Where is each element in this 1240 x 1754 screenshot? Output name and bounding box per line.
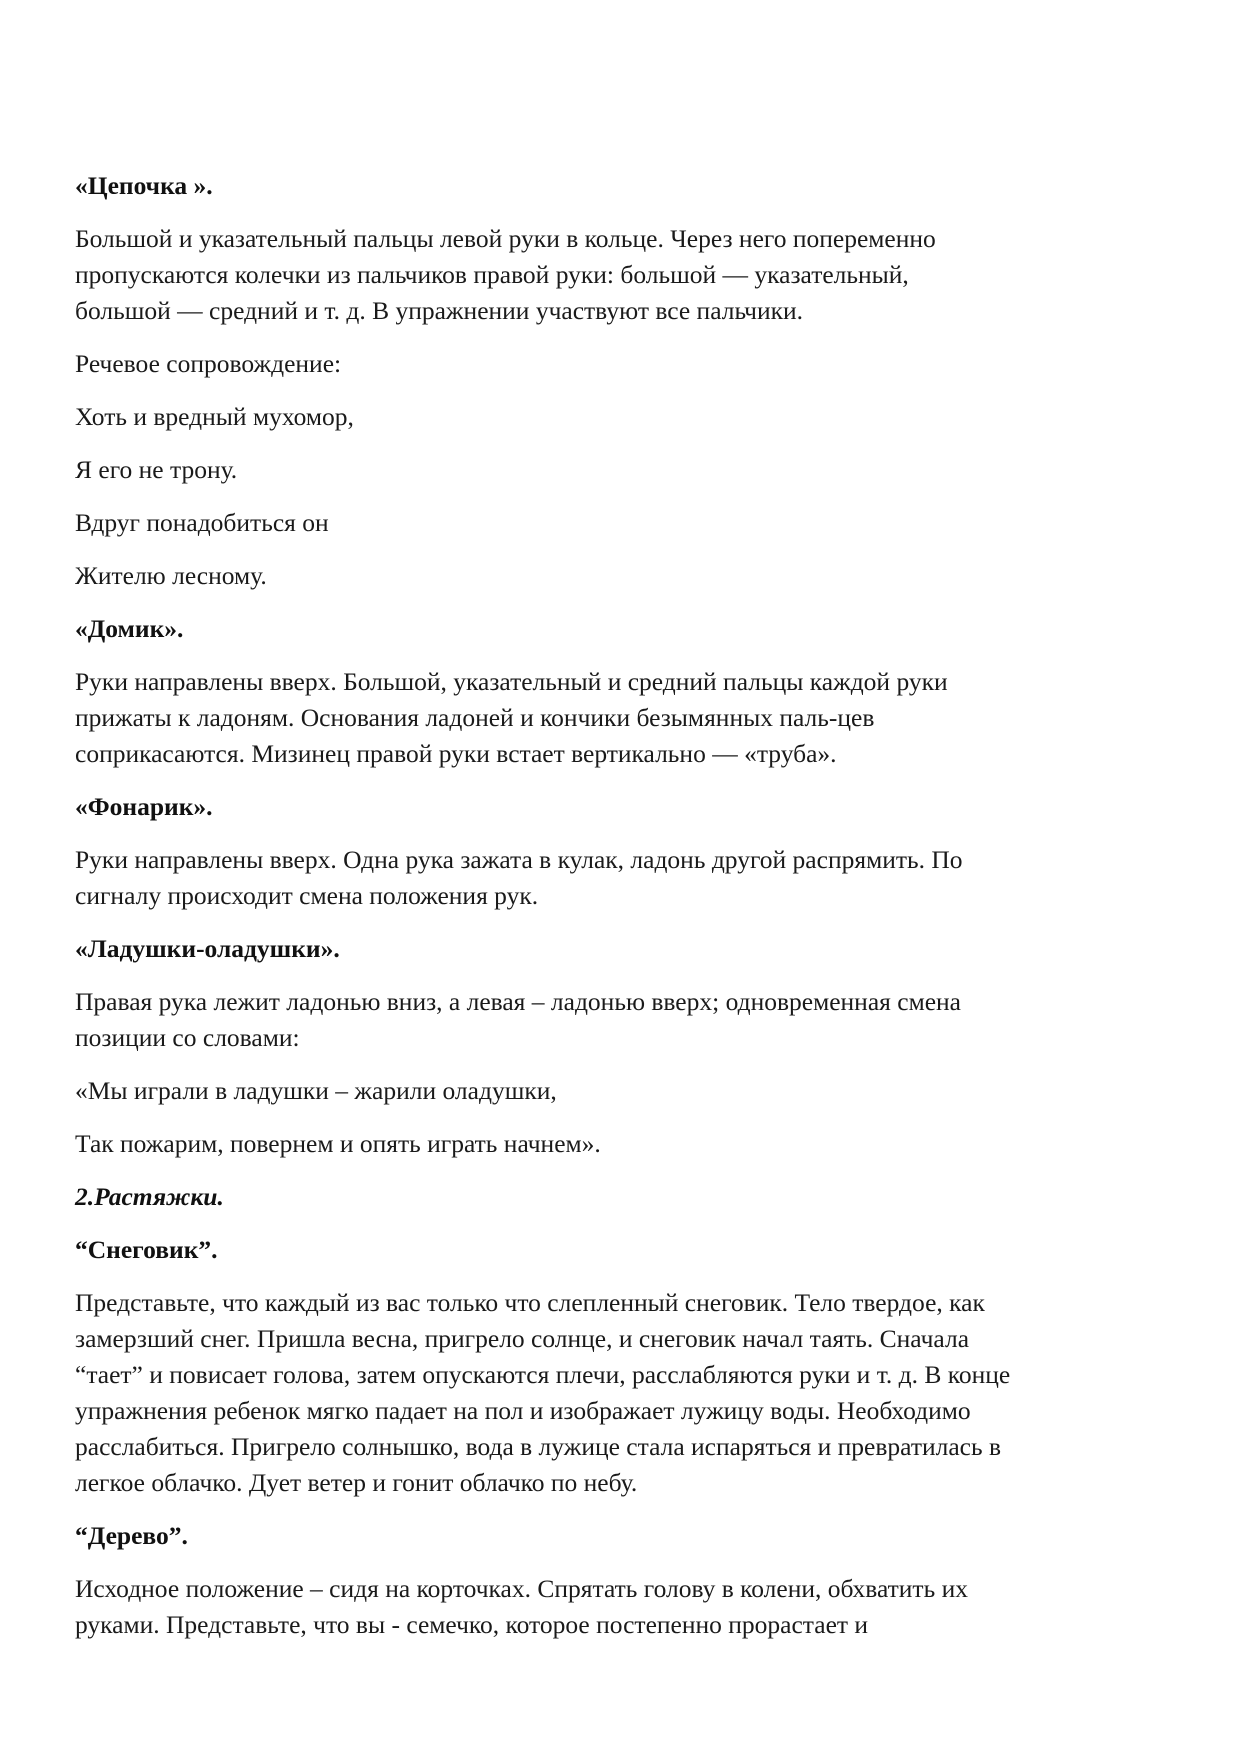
- paragraph: [75, 558, 1165, 594]
- text-line: Правая рука лежит ладонью вниз, а левая – ладонью вверх; одновременная смена: [75, 987, 961, 1016]
- paragraph: [75, 842, 1165, 914]
- paragraph: [75, 664, 1165, 772]
- text-line: Я его не трону.: [75, 455, 238, 484]
- section-subtitle: 2.Растяжки.: [75, 1182, 224, 1211]
- text-line: Руки направлены вверх. Одна рука зажата в кулак, ладонь другой распрямить. По: [75, 845, 963, 874]
- paragraph: [75, 221, 1165, 329]
- paragraph: [75, 1285, 1165, 1501]
- text-line: Хоть и вредный мухомор,: [75, 402, 354, 431]
- text-line: Жителю лесному.: [75, 561, 267, 590]
- text-line: «Мы играли в ладушки – жарили оладушки,: [75, 1076, 557, 1105]
- text-line: легкое облачко. Дует ветер и гонит облачко по небу.: [75, 1468, 638, 1497]
- text-line: Большой и указательный пальцы левой руки в кольце. Через него попеременно: [75, 224, 936, 253]
- text-line: пропускаются колечки из пальчиков правой руки: большой — указательный,: [75, 260, 909, 289]
- text-line: Руки направлены вверх. Большой, указательный и средний пальцы каждой руки: [75, 667, 948, 696]
- section-heading: “Снеговик”.: [75, 1235, 218, 1264]
- text-line: позиции со словами:: [75, 1023, 300, 1052]
- text-line: Вдруг понадобиться он: [75, 508, 329, 537]
- section-heading: «Цепочка ».: [75, 171, 213, 200]
- paragraph: [75, 399, 1165, 435]
- paragraph: [75, 1073, 1165, 1109]
- text-line: Представьте, что каждый из вас только что слепленный снеговик. Тело твердое, как: [75, 1288, 985, 1317]
- text-line: большой — средний и т. д. В упражнении участвуют все пальчики.: [75, 296, 804, 325]
- document-body: [75, 168, 1165, 1660]
- text-line: Речевое сопровождение:: [75, 349, 342, 378]
- paragraph: [75, 346, 1165, 382]
- text-line: расслабиться. Пригрело солнышко, вода в лужице стала испаряться и превратилась в: [75, 1432, 1002, 1461]
- paragraph: [75, 1126, 1165, 1162]
- text-line: сигналу происходит смена положения рук.: [75, 881, 539, 910]
- text-line: Так пожарим, повернем и опять играть начнем».: [75, 1129, 601, 1158]
- text-line: руками. Представьте, что вы - семечко, которое постепенно прорастает и: [75, 1610, 869, 1639]
- text-line: прижаты к ладоням. Основания ладоней и кончики безымянных паль-цев: [75, 703, 875, 732]
- section-heading: «Ладушки-оладушки».: [75, 934, 340, 963]
- section-heading: “Дерево”.: [75, 1521, 188, 1550]
- text-line: Исходное положение – сидя на корточках. Спрятать голову в колени, обхватить их: [75, 1574, 968, 1603]
- section-heading: «Домик».: [75, 614, 184, 643]
- text-line: замерзший снег. Пришла весна, пригрело солнце, и снеговик начал таять. Сначала: [75, 1324, 970, 1353]
- paragraph: [75, 1571, 1165, 1643]
- text-line: “тает” и повисает голова, затем опускаются плечи, расслабляются руки и т. д. В конце: [75, 1360, 1011, 1389]
- text-line: упражнения ребенок мягко падает на пол и изображает лужицу воды. Необходимо: [75, 1396, 971, 1425]
- paragraph: [75, 505, 1165, 541]
- paragraph: [75, 452, 1165, 488]
- text-line: соприкасаются. Мизинец правой руки встает вертикально — «труба».: [75, 739, 837, 768]
- section-heading: «Фонарик».: [75, 792, 213, 821]
- paragraph: [75, 984, 1165, 1056]
